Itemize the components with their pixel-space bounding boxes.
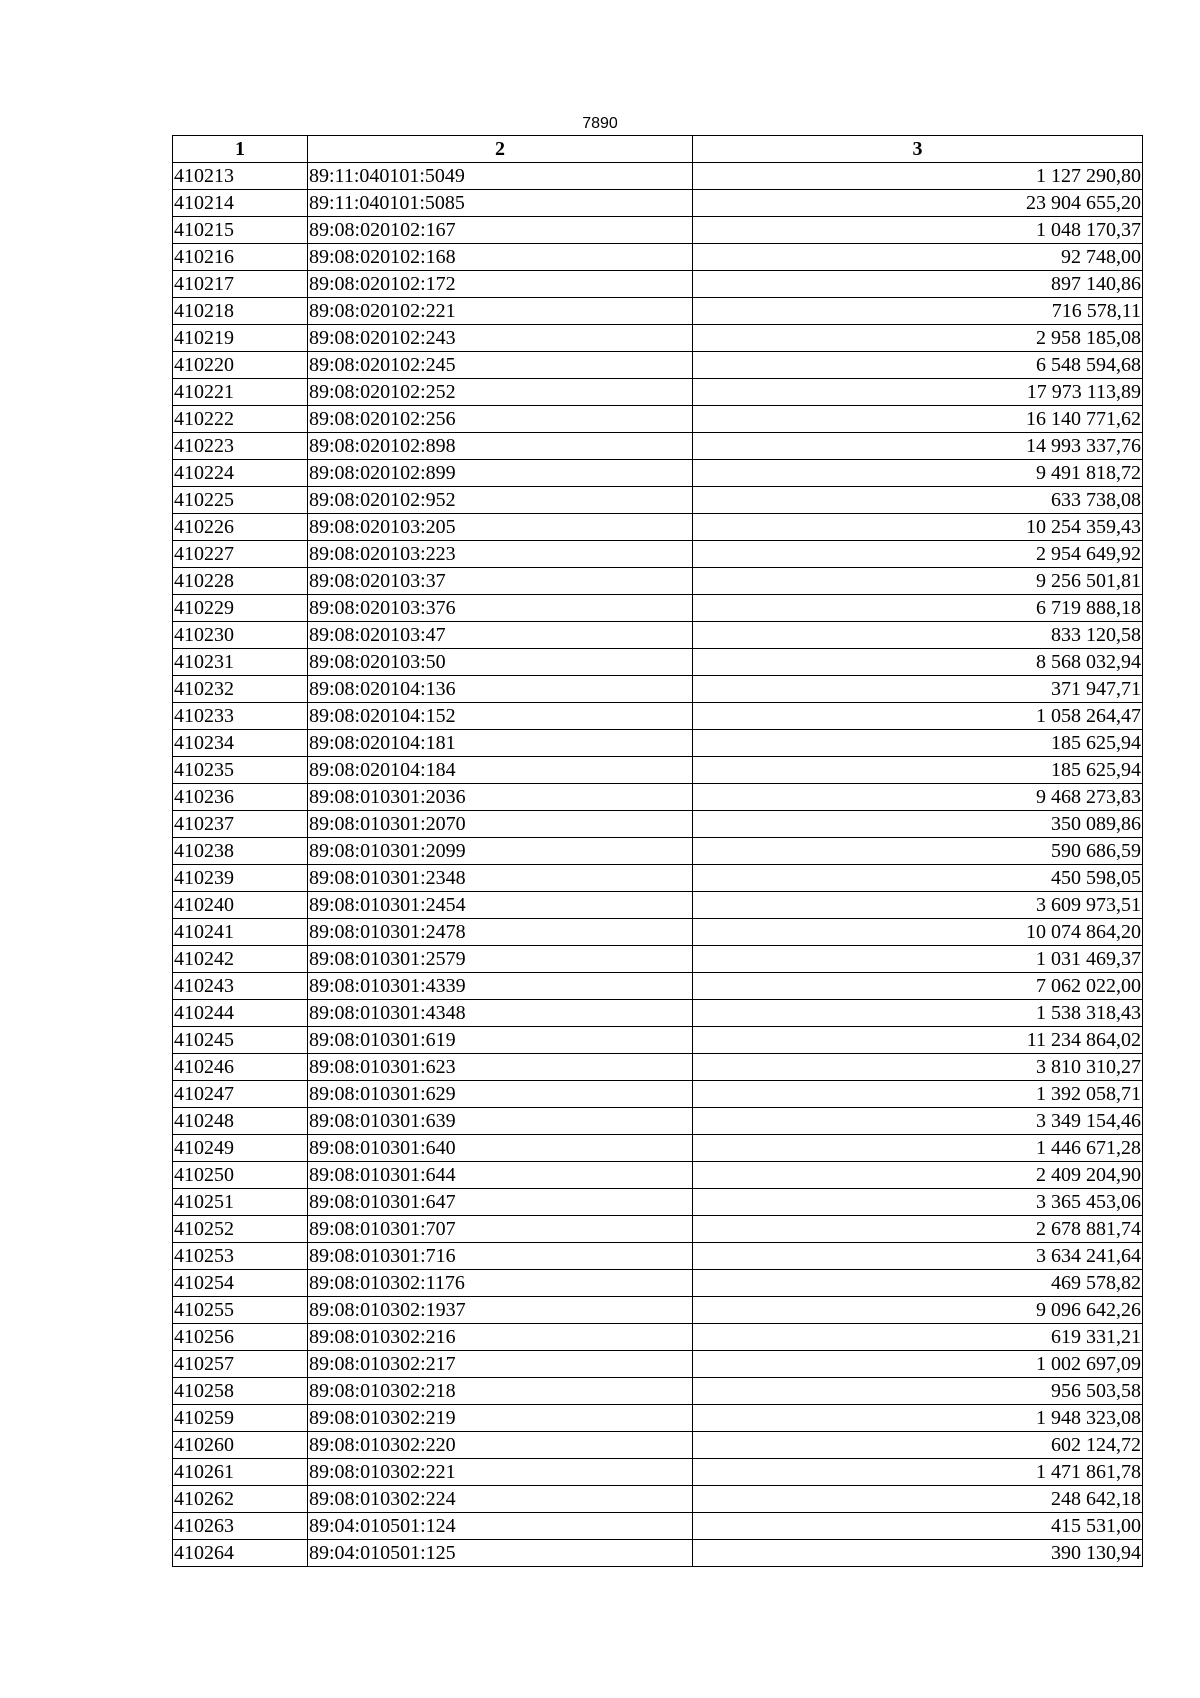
table-row: [173, 1135, 1143, 1162]
cadastral-number-cell: 89:08:010302:221: [308, 1459, 693, 1486]
row-number-cell: 410240: [173, 892, 308, 919]
table-row: [173, 1378, 1143, 1405]
cadastral-number-cell: 89:08:020103:223: [308, 541, 693, 568]
value-cell: 590 686,59: [693, 838, 1143, 865]
value-cell: 16 140 771,62: [693, 406, 1143, 433]
table-row: [173, 919, 1143, 946]
value-cell: 185 625,94: [693, 730, 1143, 757]
table-row: [173, 838, 1143, 865]
row-number-cell: 410233: [173, 703, 308, 730]
value-cell: 7 062 022,00: [693, 973, 1143, 1000]
cadastral-number-cell: 89:08:010302:1176: [308, 1270, 693, 1297]
cadastral-number-cell: 89:08:020102:172: [308, 271, 693, 298]
cadastral-number-cell: 89:08:020104:184: [308, 757, 693, 784]
row-number-cell: 410228: [173, 568, 308, 595]
value-cell: 1 948 323,08: [693, 1405, 1143, 1432]
table-row: [173, 676, 1143, 703]
row-number-cell: 410243: [173, 973, 308, 1000]
table-row: [173, 325, 1143, 352]
cadastral-number-cell: 89:08:010302:218: [308, 1378, 693, 1405]
table-row: [173, 514, 1143, 541]
row-number-cell: 410239: [173, 865, 308, 892]
row-number-cell: 410253: [173, 1243, 308, 1270]
value-cell: 1 048 170,37: [693, 217, 1143, 244]
value-cell: 17 973 113,89: [693, 379, 1143, 406]
registry-table: [172, 135, 1143, 1567]
table-row: [173, 1027, 1143, 1054]
cadastral-number-cell: 89:08:020102:243: [308, 325, 693, 352]
row-number-cell: 410234: [173, 730, 308, 757]
cadastral-number-cell: 89:08:020102:899: [308, 460, 693, 487]
value-cell: 23 904 655,20: [693, 190, 1143, 217]
row-number-cell: 410250: [173, 1162, 308, 1189]
cadastral-number-cell: 89:08:020103:205: [308, 514, 693, 541]
row-number-cell: 410216: [173, 244, 308, 271]
table-row: [173, 1486, 1143, 1513]
value-cell: 450 598,05: [693, 865, 1143, 892]
cadastral-number-cell: 89:08:010301:716: [308, 1243, 693, 1270]
row-number-cell: 410261: [173, 1459, 308, 1486]
row-number-cell: 410242: [173, 946, 308, 973]
cadastral-number-cell: 89:08:010301:644: [308, 1162, 693, 1189]
value-cell: 1 471 861,78: [693, 1459, 1143, 1486]
table-row: [173, 973, 1143, 1000]
table-row: [173, 622, 1143, 649]
table-row: [173, 892, 1143, 919]
column-header-1: 1: [173, 136, 308, 163]
row-number-cell: 410238: [173, 838, 308, 865]
row-number-cell: 410241: [173, 919, 308, 946]
value-cell: 8 568 032,94: [693, 649, 1143, 676]
cadastral-number-cell: 89:08:010301:619: [308, 1027, 693, 1054]
table-row: [173, 298, 1143, 325]
value-cell: 415 531,00: [693, 1513, 1143, 1540]
row-number-cell: 410251: [173, 1189, 308, 1216]
row-number-cell: 410230: [173, 622, 308, 649]
table-row: [173, 1351, 1143, 1378]
cadastral-number-cell: 89:04:010501:124: [308, 1513, 693, 1540]
cadastral-number-cell: 89:08:010301:2579: [308, 946, 693, 973]
cadastral-number-cell: 89:08:010302:217: [308, 1351, 693, 1378]
table-row: [173, 217, 1143, 244]
cadastral-number-cell: 89:08:010301:640: [308, 1135, 693, 1162]
value-cell: 14 993 337,76: [693, 433, 1143, 460]
value-cell: 9 491 818,72: [693, 460, 1143, 487]
row-number-cell: 410256: [173, 1324, 308, 1351]
row-number-cell: 410257: [173, 1351, 308, 1378]
table-row: [173, 1540, 1143, 1567]
value-cell: 1 446 671,28: [693, 1135, 1143, 1162]
table-row: [173, 1297, 1143, 1324]
row-number-cell: 410229: [173, 595, 308, 622]
table-row: [173, 487, 1143, 514]
table-row: [173, 1054, 1143, 1081]
table-row: [173, 352, 1143, 379]
value-cell: 3 349 154,46: [693, 1108, 1143, 1135]
value-cell: 2 678 881,74: [693, 1216, 1143, 1243]
cadastral-number-cell: 89:08:020104:152: [308, 703, 693, 730]
cadastral-number-cell: 89:08:010301:707: [308, 1216, 693, 1243]
value-cell: 1 031 469,37: [693, 946, 1143, 973]
table-row: [173, 703, 1143, 730]
value-cell: 6 548 594,68: [693, 352, 1143, 379]
row-number-cell: 410258: [173, 1378, 308, 1405]
value-cell: 956 503,58: [693, 1378, 1143, 1405]
row-number-cell: 410235: [173, 757, 308, 784]
table-row: [173, 190, 1143, 217]
cadastral-number-cell: 89:11:040101:5085: [308, 190, 693, 217]
cadastral-number-cell: 89:08:020103:376: [308, 595, 693, 622]
row-number-cell: 410244: [173, 1000, 308, 1027]
table-row: [173, 406, 1143, 433]
row-number-cell: 410254: [173, 1270, 308, 1297]
table-row: [173, 1324, 1143, 1351]
table-row: [173, 1513, 1143, 1540]
table-row: [173, 1162, 1143, 1189]
table-row: [173, 433, 1143, 460]
row-number-cell: 410264: [173, 1540, 308, 1567]
value-cell: 9 468 273,83: [693, 784, 1143, 811]
value-cell: 1 392 058,71: [693, 1081, 1143, 1108]
value-cell: 92 748,00: [693, 244, 1143, 271]
cadastral-number-cell: 89:08:010301:639: [308, 1108, 693, 1135]
value-cell: 1 127 290,80: [693, 163, 1143, 190]
value-cell: 10 074 864,20: [693, 919, 1143, 946]
cadastral-number-cell: 89:08:010301:4339: [308, 973, 693, 1000]
value-cell: 619 331,21: [693, 1324, 1143, 1351]
table-header: [173, 136, 1143, 163]
row-number-cell: 410263: [173, 1513, 308, 1540]
table-row: [173, 460, 1143, 487]
value-cell: 390 130,94: [693, 1540, 1143, 1567]
value-cell: 2 409 204,90: [693, 1162, 1143, 1189]
table-row: [173, 1432, 1143, 1459]
cadastral-number-cell: 89:08:010301:2348: [308, 865, 693, 892]
column-header-2: 2: [308, 136, 693, 163]
row-number-cell: 410218: [173, 298, 308, 325]
cadastral-number-cell: 89:08:020102:898: [308, 433, 693, 460]
value-cell: 469 578,82: [693, 1270, 1143, 1297]
row-number-cell: 410252: [173, 1216, 308, 1243]
cadastral-number-cell: 89:08:020102:168: [308, 244, 693, 271]
value-cell: 3 365 453,06: [693, 1189, 1143, 1216]
table-row: [173, 1243, 1143, 1270]
cadastral-number-cell: 89:04:010501:125: [308, 1540, 693, 1567]
table-row: [173, 865, 1143, 892]
value-cell: 2 954 649,92: [693, 541, 1143, 568]
cadastral-number-cell: 89:08:020102:167: [308, 217, 693, 244]
table-row: [173, 271, 1143, 298]
value-cell: 10 254 359,43: [693, 514, 1143, 541]
header-row: [173, 136, 1143, 163]
row-number-cell: 410259: [173, 1405, 308, 1432]
cadastral-number-cell: 89:08:010302:216: [308, 1324, 693, 1351]
row-number-cell: 410219: [173, 325, 308, 352]
table-row: [173, 244, 1143, 271]
table-row: [173, 1108, 1143, 1135]
row-number-cell: 410247: [173, 1081, 308, 1108]
cadastral-number-cell: 89:08:020103:50: [308, 649, 693, 676]
table-row: [173, 1405, 1143, 1432]
row-number-cell: 410225: [173, 487, 308, 514]
cadastral-number-cell: 89:08:010302:219: [308, 1405, 693, 1432]
row-number-cell: 410262: [173, 1486, 308, 1513]
cadastral-number-cell: 89:08:010301:647: [308, 1189, 693, 1216]
table-row: [173, 379, 1143, 406]
cadastral-number-cell: 89:08:020104:181: [308, 730, 693, 757]
row-number-cell: 410214: [173, 190, 308, 217]
row-number-cell: 410222: [173, 406, 308, 433]
table-row: [173, 811, 1143, 838]
table-row: [173, 784, 1143, 811]
cadastral-number-cell: 89:08:010302:224: [308, 1486, 693, 1513]
cadastral-number-cell: 89:08:020104:136: [308, 676, 693, 703]
row-number-cell: 410226: [173, 514, 308, 541]
table-row: [173, 568, 1143, 595]
cadastral-number-cell: 89:08:010301:2036: [308, 784, 693, 811]
value-cell: 350 089,86: [693, 811, 1143, 838]
value-cell: 1 002 697,09: [693, 1351, 1143, 1378]
value-cell: 716 578,11: [693, 298, 1143, 325]
cadastral-number-cell: 89:08:010301:629: [308, 1081, 693, 1108]
value-cell: 3 609 973,51: [693, 892, 1143, 919]
table-row: [173, 1270, 1143, 1297]
value-cell: 3 810 310,27: [693, 1054, 1143, 1081]
row-number-cell: 410227: [173, 541, 308, 568]
value-cell: 2 958 185,08: [693, 325, 1143, 352]
row-number-cell: 410232: [173, 676, 308, 703]
table-row: [173, 1459, 1143, 1486]
table-row: [173, 649, 1143, 676]
value-cell: 9 096 642,26: [693, 1297, 1143, 1324]
table-row: [173, 541, 1143, 568]
row-number-cell: 410221: [173, 379, 308, 406]
value-cell: 3 634 241,64: [693, 1243, 1143, 1270]
table-row: [173, 730, 1143, 757]
value-cell: 1 538 318,43: [693, 1000, 1143, 1027]
row-number-cell: 410249: [173, 1135, 308, 1162]
value-cell: 11 234 864,02: [693, 1027, 1143, 1054]
cadastral-number-cell: 89:08:020102:256: [308, 406, 693, 433]
table-row: [173, 1081, 1143, 1108]
table-body: [173, 163, 1143, 1567]
value-cell: 1 058 264,47: [693, 703, 1143, 730]
cadastral-number-cell: 89:08:020103:47: [308, 622, 693, 649]
value-cell: 602 124,72: [693, 1432, 1143, 1459]
cadastral-number-cell: 89:08:010301:623: [308, 1054, 693, 1081]
row-number-cell: 410260: [173, 1432, 308, 1459]
value-cell: 833 120,58: [693, 622, 1143, 649]
cadastral-number-cell: 89:08:010301:4348: [308, 1000, 693, 1027]
value-cell: 248 642,18: [693, 1486, 1143, 1513]
row-number-cell: 410224: [173, 460, 308, 487]
cadastral-number-cell: 89:08:010302:1937: [308, 1297, 693, 1324]
value-cell: 371 947,71: [693, 676, 1143, 703]
cadastral-number-cell: 89:08:010301:2454: [308, 892, 693, 919]
row-number-cell: 410248: [173, 1108, 308, 1135]
cadastral-number-cell: 89:08:020102:245: [308, 352, 693, 379]
cadastral-number-cell: 89:08:010301:2478: [308, 919, 693, 946]
row-number-cell: 410220: [173, 352, 308, 379]
table-row: [173, 595, 1143, 622]
row-number-cell: 410237: [173, 811, 308, 838]
cadastral-number-cell: 89:08:020103:37: [308, 568, 693, 595]
table-row: [173, 1216, 1143, 1243]
row-number-cell: 410231: [173, 649, 308, 676]
cadastral-number-cell: 89:08:010301:2099: [308, 838, 693, 865]
page-number: 7890: [582, 115, 618, 132]
cadastral-number-cell: 89:08:010301:2070: [308, 811, 693, 838]
cadastral-number-cell: 89:08:010302:220: [308, 1432, 693, 1459]
cadastral-number-cell: 89:08:020102:252: [308, 379, 693, 406]
table-row: [173, 1000, 1143, 1027]
cadastral-number-cell: 89:08:020102:952: [308, 487, 693, 514]
row-number-cell: 410215: [173, 217, 308, 244]
cadastral-number-cell: 89:11:040101:5049: [308, 163, 693, 190]
table-row: [173, 946, 1143, 973]
row-number-cell: 410217: [173, 271, 308, 298]
row-number-cell: 410255: [173, 1297, 308, 1324]
row-number-cell: 410246: [173, 1054, 308, 1081]
table-row: [173, 163, 1143, 190]
value-cell: 9 256 501,81: [693, 568, 1143, 595]
table-row: [173, 757, 1143, 784]
value-cell: 185 625,94: [693, 757, 1143, 784]
row-number-cell: 410223: [173, 433, 308, 460]
column-header-3: 3: [693, 136, 1143, 163]
table-row: [173, 1189, 1143, 1216]
cadastral-number-cell: 89:08:020102:221: [308, 298, 693, 325]
row-number-cell: 410245: [173, 1027, 308, 1054]
row-number-cell: 410236: [173, 784, 308, 811]
value-cell: 897 140,86: [693, 271, 1143, 298]
value-cell: 6 719 888,18: [693, 595, 1143, 622]
value-cell: 633 738,08: [693, 487, 1143, 514]
row-number-cell: 410213: [173, 163, 308, 190]
